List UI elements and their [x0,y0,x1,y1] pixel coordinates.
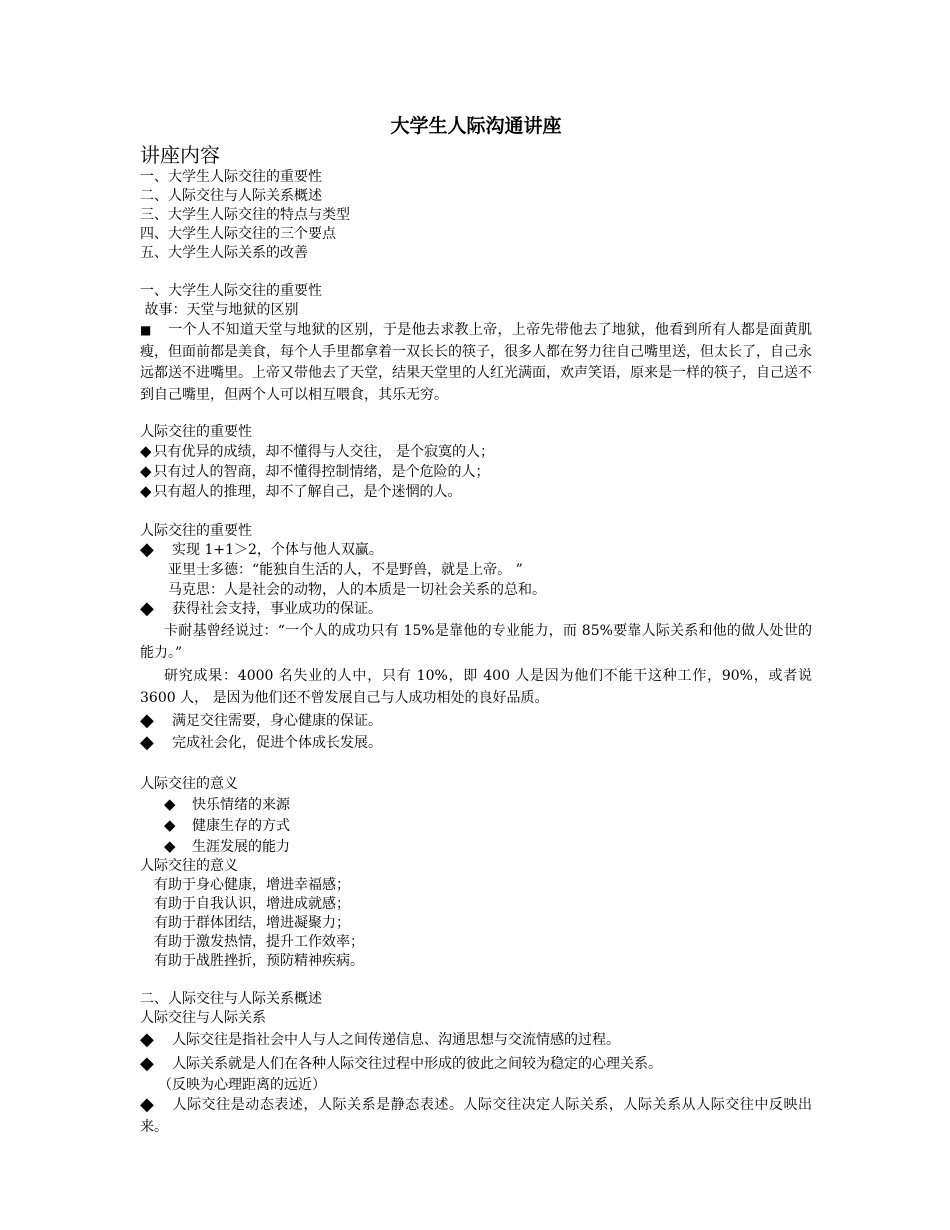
importance-point: ◆ 获得社会支持，事业成功的保证。 [140,598,382,619]
document-page [140,112,812,1138]
story-text: 一个人不知道天堂与地狱的区别，于是他去求教上帝，上帝先带他去了地狱，他看到所有人都是面黄肌瘦，但面前都是美食，每个人手里都拿着一双长长的筷子，很多人都在努力往自己嘴里送，但太长了，自己永远都送不进嘴里。上帝又带他去了天堂，结果天堂里的人红光满面，欢声笑语，原来是一样的筷子，自己送不到自己嘴里，但两个人可以相互喂食，其乐无穷。 [140,322,812,403]
section2-heading: 二、人际交往与人际关系概述 [140,991,322,1007]
contents-item: 四、大学生人际交往的三个要点 [140,226,336,242]
meaning-heading: 人际交往的意义 [140,776,238,792]
meaning-benefit: 有助于战胜挫折，预防精神疾病。 [154,953,364,969]
importance-heading-2: 人际交往的重要性 [140,523,252,539]
research-paragraph: 研究成果：4000 名失业的人中，只有 10%，即 400 人是因为他们不能干这种工作，90%，或者说 3600 人， 是因为他们还不曾发展自己与人成功相处的良好品质。 [140,668,812,706]
diamond-bullet-icon: ◆ [140,710,154,731]
diamond-bullet-icon: ◆ [164,837,176,855]
diamond-bullet-icon: ◆ [140,1094,154,1115]
contents-heading: 讲座内容 [140,143,220,167]
importance-point: ◆ 满足交往需要，身心健康的保证。 [140,710,382,731]
contents-item: 一、大学生人际交往的重要性 [140,169,322,185]
contents-item: 二、人际交往与人际关系概述 [140,188,322,204]
diamond-bullet-icon: ◆ [140,1029,154,1050]
document-title: 大学生人际沟通讲座 [390,115,562,137]
meaning-heading-2: 人际交往的意义 [140,858,238,874]
meaning-benefit: 有助于自我认识，增进成就感； [154,896,350,912]
diamond-bullet-icon: ◆ [164,795,176,813]
section1-heading: 一、大学生人际交往的重要性 [140,283,322,299]
meaning-item: ◆ 快乐情绪的来源 [164,795,290,813]
meaning-item: ◆ 健康生存的方式 [164,816,290,834]
diamond-bullet-icon: ◆ [140,1053,154,1074]
contents-item: 三、大学生人际交往的特点与类型 [140,207,350,223]
overview-point: ◆ 人际交往是动态表述，人际关系是静态表述。人际交往决定人际关系，人际关系从人际交往中反映出来。 [140,1094,812,1135]
diamond-bullet-icon: ◆ [140,482,152,500]
importance-item: ◆ 只有过人的智商，却不懂得控制情绪，是个危险的人； [140,462,490,480]
meaning-benefit: 有助于身心健康，增进幸福感； [154,877,350,893]
quote-marx: 马克思：人是社会的动物，人的本质是一切社会关系的总和。 [168,582,546,598]
story-title: 故事：天堂与地狱的区别 [140,302,299,318]
meaning-benefit: 有助于激发热情，提升工作效率； [154,934,364,950]
importance-point: ◆ 完成社会化，促进个体成长发展。 [140,732,382,753]
diamond-bullet-icon: ◆ [164,816,176,834]
diamond-bullet-icon: ◆ [140,539,154,560]
importance-item: ◆ 只有优异的成绩，却不懂得与人交往， 是个寂寞的人； [140,442,494,460]
overview-point: ◆ 人际关系就是人们在各种人际交往过程中形成的彼此之间较为稳定的心理关系。 [140,1053,662,1074]
contents-item: 五、大学生人际关系的改善 [140,245,308,261]
diamond-bullet-icon: ◆ [140,598,154,619]
story-paragraph [140,320,812,406]
diamond-bullet-icon: ◆ [140,732,154,753]
carnegie-quote: 卡耐基曾经说过：“一个人的成功只有 15%是靠他的专业能力，而 85%要靠人际关系和他的做人处世的能力。” [140,623,812,661]
importance-point: ◆ 实现 1+1＞2，个体与他人双赢。 [140,539,383,560]
importance-item: ◆ 只有超人的推理，却不了解自己，是个迷惘的人。 [140,482,462,500]
overview-point: ◆ 人际交往是指社会中人与人之间传递信息、沟通思想与交流情感的过程。 [140,1029,620,1050]
importance-heading: 人际交往的重要性 [140,424,252,440]
section2-subheading: 人际交往与人际关系 [140,1010,266,1026]
quote-aristotle: 亚里士多德：“能独自生活的人，不是野兽，就是上帝。 ” [168,562,523,578]
diamond-bullet-icon: ◆ [140,462,152,480]
overview-note: （反映为心理距离的远近） [158,1077,326,1093]
meaning-benefit: 有助于群体团结，增进凝聚力； [154,915,350,931]
diamond-bullet-icon: ◆ [140,442,152,460]
meaning-item: ◆ 生涯发展的能力 [164,837,290,855]
square-bullet-icon: ■ [140,323,152,337]
